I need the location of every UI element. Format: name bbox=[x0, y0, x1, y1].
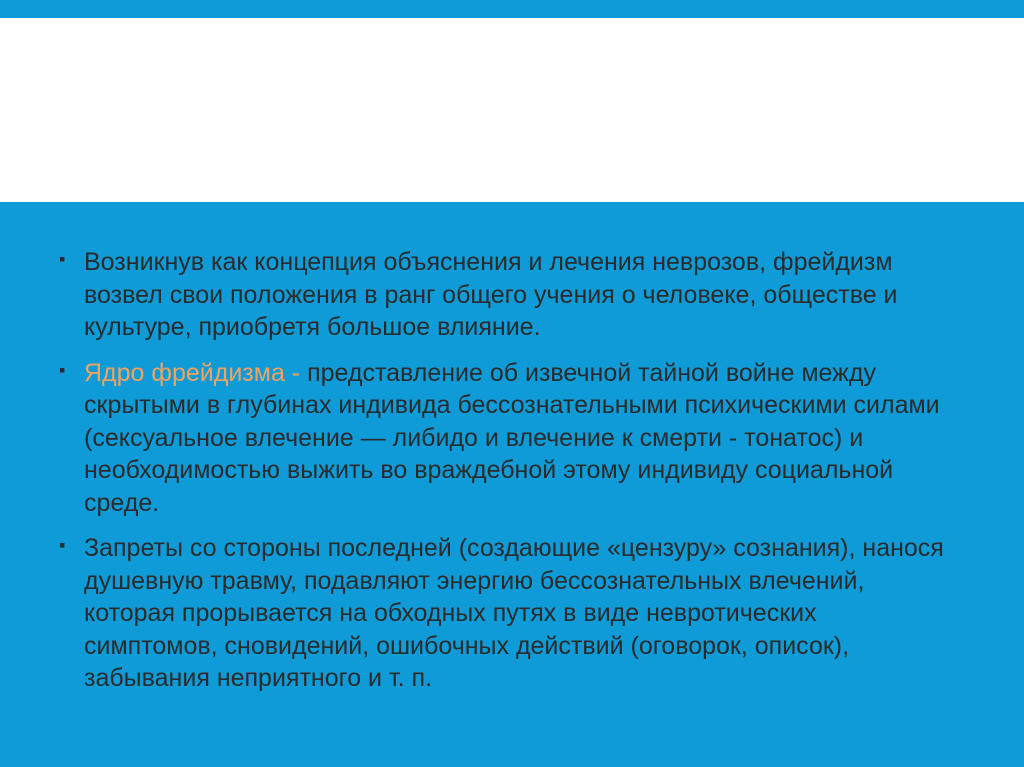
bullet-text: представление об извечной тайной войне между скрытыми в глубинах индивида бессознательными психическими силами (сексуальное влечение — либидо и влечение к смерти - тонатос) и необходимостью выжить во враждебной этому индивиду социальной среде. bbox=[84, 358, 940, 517]
bullet-icon: ▪ bbox=[59, 535, 66, 555]
bullet-list bbox=[56, 246, 956, 708]
bullet-item-2 bbox=[56, 357, 956, 520]
bullet-icon: ▪ bbox=[59, 359, 66, 380]
title-area bbox=[0, 18, 1024, 202]
bullet-icon: ▪ bbox=[59, 249, 66, 269]
bullet-accent-text: Ядро фрейдизма - bbox=[84, 358, 308, 387]
bullet-item-1 bbox=[56, 246, 956, 344]
top-color-band bbox=[0, 0, 1024, 18]
bullet-text: Возникнув как концепция объяснения и лечения неврозов, фрейдизм возвел свои положения в ранг общего учения о человеке, обществе и культуре, приобретя большое влияние. bbox=[84, 248, 898, 341]
bullet-item-3 bbox=[56, 532, 956, 695]
bullet-text: Запреты со стороны последней (создающие «цензуру» сознания), нанося душевную травму, подавляют энергию бессознательных влечений, которая прорывается на обходных путях в виде невротических симптомов, сновидений, ошибочных действий (оговорок, описок), забывания неприятного и т. п. bbox=[84, 534, 944, 692]
